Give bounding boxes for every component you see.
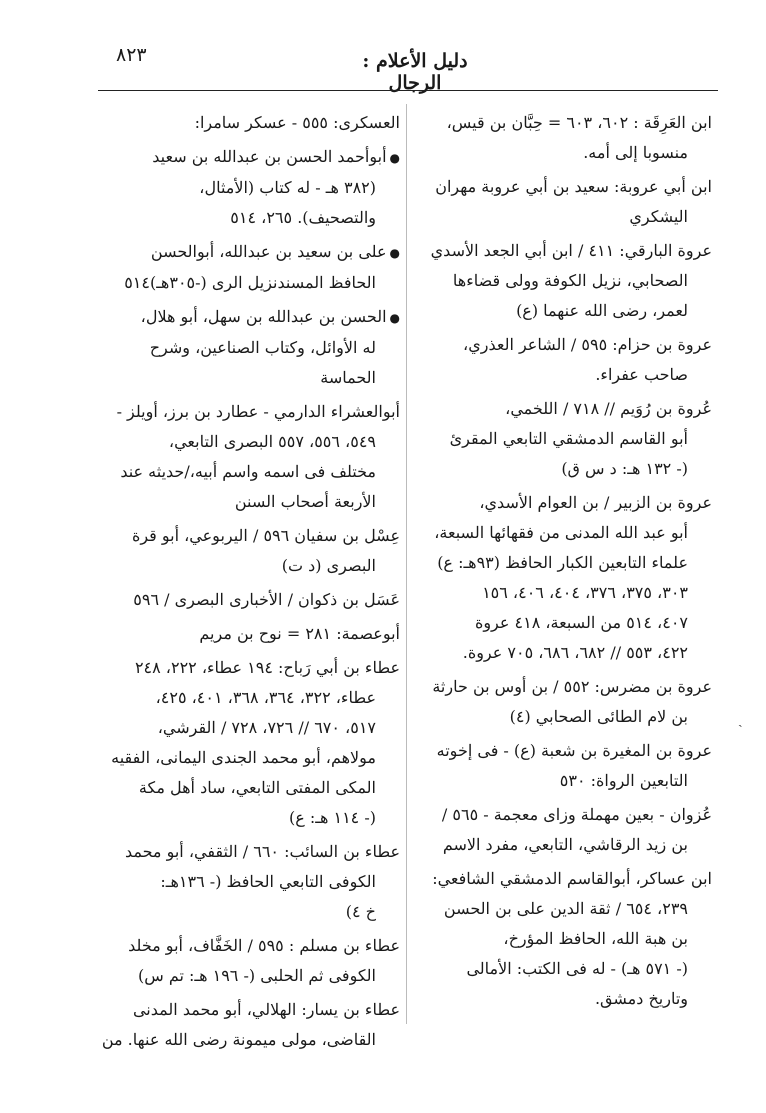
index-entry bbox=[412, 236, 712, 326]
entry-text: ٢٣٩، ٦٥٤ / ثقة الدين على بن الحسن bbox=[443, 899, 688, 918]
entry-text: المكى المفتى التابعي، ساد أهل مكة bbox=[138, 778, 376, 797]
running-title: دليل الأعلام : الرجال bbox=[362, 50, 468, 94]
entry-text: منسوبا إلى أمه. bbox=[583, 143, 688, 162]
entry-line bbox=[412, 830, 712, 860]
entry-line bbox=[412, 454, 712, 484]
index-entry bbox=[96, 521, 400, 581]
entry-text: مولاهم، أبو محمد الجندى اليمانى، الفقيه bbox=[111, 748, 376, 767]
entry-text: التابعين الرواة: ٥٣٠ bbox=[559, 771, 688, 790]
index-entry bbox=[412, 108, 712, 168]
entry-line bbox=[96, 397, 400, 427]
entry-line bbox=[412, 578, 712, 608]
entry-text: عِسْل بن سفيان ٥٩٦ / اليربوعي، أبو قرة bbox=[131, 526, 400, 545]
bullet-icon: ● bbox=[389, 151, 400, 165]
index-entry bbox=[412, 864, 712, 1014]
entry-line bbox=[96, 743, 400, 773]
index-entry bbox=[412, 394, 712, 484]
entry-line bbox=[412, 672, 712, 702]
entry-text: عروة البارقي: ٤١١ / ابن أبي الجعد الأسدي bbox=[430, 241, 712, 260]
bullet-icon: ● bbox=[389, 246, 400, 260]
entry-line bbox=[96, 333, 400, 363]
index-entry bbox=[96, 108, 400, 138]
entry-line bbox=[412, 518, 712, 548]
index-entry bbox=[412, 488, 712, 668]
page-number: ٨٢٣ bbox=[116, 44, 147, 66]
entry-line bbox=[96, 773, 400, 803]
entry-text: عطاء بن أبي رَباح: ١٩٤ عطاء، ٢٢٢، ٢٤٨ bbox=[134, 658, 400, 677]
entry-text: ٥١٧، ٦٧٠ // ٧٢٦، ٧٢٨ / القرشي، bbox=[157, 718, 376, 737]
entry-line bbox=[96, 931, 400, 961]
entry-text: ٥٤٩، ٥٥٦، ٥٥٧ البصرى التابعي، bbox=[168, 432, 376, 451]
entry-line bbox=[96, 961, 400, 991]
index-entry bbox=[96, 653, 400, 833]
entry-line bbox=[412, 702, 712, 732]
index-entry bbox=[96, 931, 400, 991]
entry-line bbox=[96, 713, 400, 743]
entry-line bbox=[96, 683, 400, 713]
entry-text: بن هبة الله، الحافظ المؤرخ، bbox=[503, 929, 688, 948]
entry-text: الصحابي، نزيل الكوفة وولى قضاءها bbox=[452, 271, 688, 290]
entry-line bbox=[96, 897, 400, 927]
entry-line bbox=[412, 108, 712, 138]
entry-line bbox=[412, 954, 712, 984]
index-entry bbox=[412, 330, 712, 390]
entry-text: عروة بن مضرس: ٥٥٢ / بن أوس بن حارثة bbox=[432, 677, 712, 696]
entry-line bbox=[412, 924, 712, 954]
entry-line bbox=[96, 551, 400, 581]
index-entry bbox=[96, 619, 400, 649]
left-column bbox=[96, 108, 400, 1059]
right-column bbox=[412, 108, 712, 1018]
entry-line bbox=[96, 237, 400, 268]
entry-line bbox=[412, 608, 712, 638]
entry-text: له الأوائل، وكتاب الصناعين، وشرح bbox=[149, 338, 376, 357]
entry-text: عُزوان - بعين مهملة وزاى معجمة - ٥٦٥ / bbox=[441, 805, 712, 824]
entry-text: عطاء بن مسلم : ٥٩٥ / الخَفَّاف، أبو مخلد bbox=[128, 936, 400, 955]
entry-text: العسكرى: ٥٥٥ - عسكر سامرا: bbox=[194, 113, 400, 132]
entry-text: (- ١١٤ هـ: ع) bbox=[289, 808, 376, 827]
entry-text: عطاء، ٣٢٢، ٣٦٤، ٣٦٨، ٤٠١، ٤٢٥، bbox=[155, 688, 376, 707]
entry-text: الحسن بن عبدالله بن سهل، أبو هلال، bbox=[140, 307, 387, 326]
entry-text: عَسَل بن ذكوان / الأخبارى البصرى / ٥٩٦ bbox=[133, 590, 400, 609]
entry-line bbox=[96, 108, 400, 138]
entry-line bbox=[96, 585, 400, 615]
entry-line bbox=[412, 984, 712, 1014]
entry-line bbox=[412, 394, 712, 424]
entry-text: اليشكري bbox=[629, 207, 688, 226]
index-entry bbox=[96, 237, 400, 298]
margin-mark: ˏ bbox=[738, 712, 743, 728]
entry-line bbox=[96, 427, 400, 457]
entry-line bbox=[412, 236, 712, 266]
entry-text: لعمر، رضى الله عنهما (ع) bbox=[516, 301, 688, 320]
entry-text: الكوفى التابعي الحافظ (- ١٣٦هـ: bbox=[160, 872, 376, 891]
entry-text: وتاريخ دمشق. bbox=[594, 989, 688, 1008]
index-entry bbox=[96, 302, 400, 393]
index-entry bbox=[96, 397, 400, 517]
entry-text: خ ٤) bbox=[345, 902, 376, 921]
entry-text: على بن سعيد بن عبدالله، أبوالحسن bbox=[150, 242, 387, 261]
entry-text: والتصحيف). ٢٦٥، ٥١٤ bbox=[230, 208, 376, 227]
header-rule bbox=[98, 90, 718, 91]
entry-line bbox=[96, 521, 400, 551]
entry-text: بن لام الطائى الصحابي (٤) bbox=[509, 707, 688, 726]
entry-text: ٣٠٣، ٣٧٥، ٣٧٦، ٤٠٤، ٤٠٦، ١٥٦ bbox=[482, 583, 688, 602]
entry-line bbox=[96, 619, 400, 649]
index-entry bbox=[96, 142, 400, 233]
entry-line bbox=[412, 894, 712, 924]
entry-line bbox=[96, 837, 400, 867]
entry-line bbox=[96, 268, 400, 298]
entry-line bbox=[412, 202, 712, 232]
entry-text: مختلف فى اسمه واسم أبيه،/حديثه عند bbox=[120, 462, 376, 481]
entry-text: الحماسة bbox=[320, 368, 376, 387]
entry-text: ٤٠٧، ٥١٤ من السبعة، ٤١٨ عروة bbox=[474, 613, 688, 632]
entry-text: الأربعة أصحاب السنن bbox=[234, 492, 376, 511]
entry-line bbox=[412, 638, 712, 668]
entry-text: عُروة بن رُوَيم // ٧١٨ / اللخمي، bbox=[505, 399, 712, 418]
index-entry bbox=[412, 736, 712, 796]
entry-line bbox=[96, 203, 400, 233]
entry-text: البصرى (د ت) bbox=[281, 556, 376, 575]
entry-text: علماء التابعين الكبار الحافظ (٩٣هـ: ع) bbox=[437, 553, 688, 572]
entry-text: أبوأحمد الحسن بن عبدالله بن سعيد bbox=[152, 147, 387, 166]
entry-line bbox=[412, 360, 712, 390]
entry-text: (- ١٣٢ هـ: د س ق) bbox=[561, 459, 688, 478]
entry-text: عطاء بن يسار: الهلالي، أبو محمد المدنى bbox=[132, 1000, 400, 1019]
entry-line bbox=[96, 995, 400, 1025]
bullet-icon: ● bbox=[389, 311, 400, 325]
entry-text: أبو القاسم الدمشقي التابعي المقرئ bbox=[449, 429, 688, 448]
column-divider bbox=[406, 104, 407, 1024]
entry-line bbox=[412, 864, 712, 894]
entry-text: القاضى، مولى ميمونة رضى الله عنها. من bbox=[101, 1030, 376, 1049]
entry-line bbox=[412, 488, 712, 518]
entry-text: (٣٨٢ هـ - له كتاب (الأمثال، bbox=[199, 178, 376, 197]
index-entry bbox=[412, 172, 712, 232]
index-entry bbox=[412, 800, 712, 860]
entry-line bbox=[96, 867, 400, 897]
entry-line bbox=[96, 457, 400, 487]
entry-line bbox=[412, 138, 712, 168]
entry-line bbox=[96, 653, 400, 683]
entry-line bbox=[412, 766, 712, 796]
entry-line bbox=[412, 548, 712, 578]
entry-text: ٤٢٢، ٥٥٣ // ٦٨٢، ٦٨٦، ٧٠٥ عروة. bbox=[462, 643, 688, 662]
entry-text: (- ٥٧١ هـ) - له فى الكتب: الأمالى bbox=[466, 959, 688, 978]
entry-text: عروة بن الزبير / بن العوام الأسدي، bbox=[479, 493, 712, 512]
entry-line bbox=[96, 142, 400, 173]
entry-line bbox=[96, 302, 400, 333]
entry-line bbox=[96, 363, 400, 393]
entry-text: أبو عبد الله المدنى من فقهائها السبعة، bbox=[434, 523, 688, 542]
index-entry bbox=[96, 585, 400, 615]
entry-line bbox=[412, 736, 712, 766]
entry-line bbox=[96, 1025, 400, 1055]
entry-text: عروة بن المغيرة بن شعبة (ع) - فى إخوته bbox=[436, 741, 712, 760]
entry-line bbox=[412, 296, 712, 326]
entry-line bbox=[96, 803, 400, 833]
entry-text: ابن أبي عروبة: سعيد بن أبي عروبة مهران bbox=[435, 177, 712, 196]
index-entry bbox=[412, 672, 712, 732]
entry-text: بن زيد الرقاشي، التابعي، مفرد الاسم bbox=[442, 835, 688, 854]
entry-text: عروة بن حزام: ٥٩٥ / الشاعر العذري، bbox=[463, 335, 712, 354]
entry-text: ابن العَرِقَة : ٦٠٢، ٦٠٣ = حِبَّان بن قيس، bbox=[446, 113, 712, 132]
entry-text: أبوالعشراء الدارمي - عطارد بن برز، أويلز - bbox=[116, 402, 400, 421]
entry-text: الحافظ المسندنزيل الرى (-٣٠٥هـ)٥١٤ bbox=[124, 273, 376, 292]
entry-text: ابن عساكر، أبوالقاسم الدمشقي الشافعي: bbox=[432, 869, 712, 888]
entry-line bbox=[96, 487, 400, 517]
entry-text: أبوعصمة: ٢٨١ = نوح بن مريم bbox=[199, 624, 400, 643]
entry-line bbox=[412, 266, 712, 296]
index-entry bbox=[96, 995, 400, 1055]
entry-text: صاحب عفراء. bbox=[595, 365, 688, 384]
entry-line bbox=[96, 173, 400, 203]
entry-line bbox=[412, 330, 712, 360]
entry-line bbox=[412, 800, 712, 830]
entry-line bbox=[412, 172, 712, 202]
entry-text: الكوفى ثم الحلبى (- ١٩٦ هـ: تم س) bbox=[137, 966, 376, 985]
index-entry bbox=[96, 837, 400, 927]
entry-line bbox=[412, 424, 712, 454]
entry-text: عطاء بن السائب: ٦٦٠ / الثقفي، أبو محمد bbox=[124, 842, 400, 861]
